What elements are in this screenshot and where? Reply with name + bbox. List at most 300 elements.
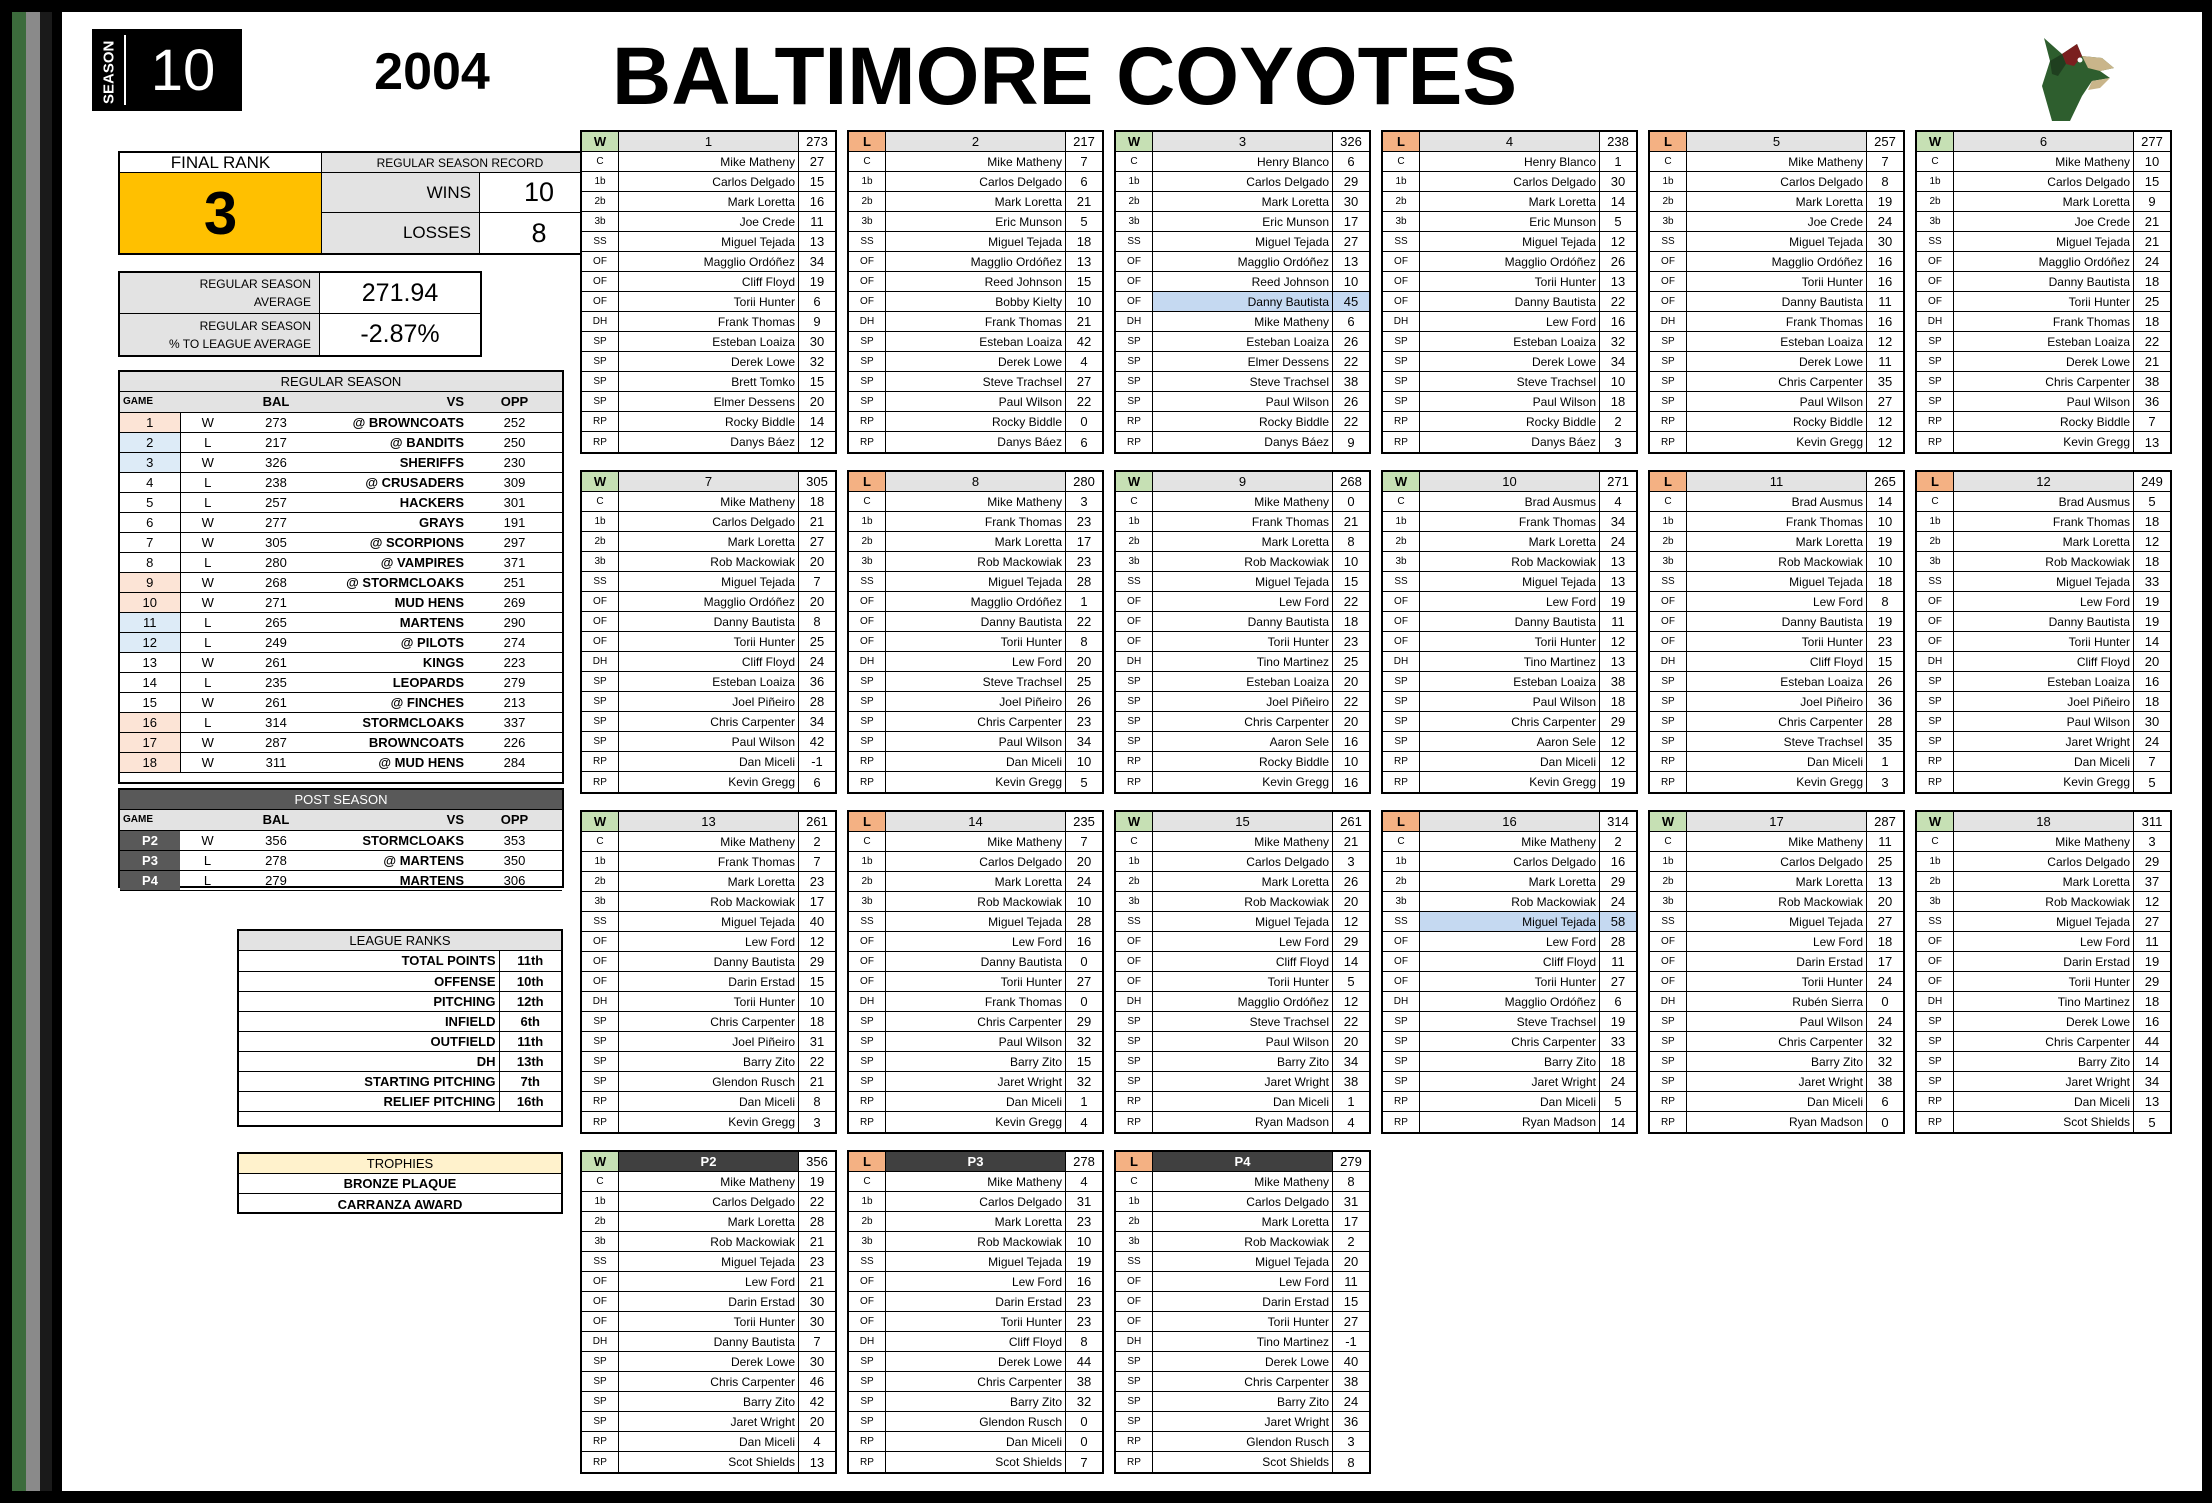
- player-points: 24: [1610, 1074, 1626, 1089]
- league-rank-row: [239, 1051, 561, 1071]
- player-position: OF: [1917, 932, 1954, 951]
- player-points: 27: [1076, 374, 1092, 389]
- player-points: 24: [1877, 214, 1893, 229]
- game-box-header: [1116, 1152, 1369, 1172]
- player-points: 20: [2144, 654, 2160, 669]
- final-rank-label: FINAL RANK: [120, 153, 322, 173]
- player-position: RP: [1383, 412, 1420, 431]
- game-total-score: 356: [806, 1154, 828, 1169]
- player-row: [849, 1372, 1102, 1392]
- player-position: 3b: [1383, 212, 1420, 231]
- game-id: 15: [1153, 812, 1333, 831]
- player-name: Cliff Floyd: [1687, 652, 1867, 671]
- result-cell: W: [180, 512, 235, 532]
- game-result-badge: W: [1917, 132, 1954, 151]
- player-points: 3: [1614, 434, 1622, 450]
- player-points: 17: [1076, 534, 1092, 549]
- league-rank-category: STARTING PITCHING: [239, 1071, 499, 1091]
- player-row: [1650, 332, 1903, 352]
- player-row: [1383, 752, 1636, 772]
- player-points: 17: [1343, 1214, 1359, 1229]
- player-row: [849, 1332, 1102, 1352]
- player-row: [1116, 332, 1369, 352]
- player-position: OF: [1917, 632, 1954, 651]
- game-box-18: [1915, 810, 2172, 1134]
- game-box-16: [1381, 810, 1638, 1134]
- player-row: [1917, 872, 2170, 892]
- player-name: Miguel Tejada: [886, 1252, 1066, 1271]
- player-position: SP: [582, 1412, 619, 1431]
- regular-season-row: [120, 492, 562, 512]
- player-points: 23: [1076, 1294, 1092, 1309]
- player-row: [1116, 1432, 1369, 1452]
- league-rank-category: OFFENSE: [239, 971, 499, 991]
- regular-season-title: REGULAR SEASON: [120, 372, 562, 392]
- player-points: 18: [809, 1014, 825, 1029]
- regular-season-row: [120, 672, 562, 692]
- player-name: Dan Miceli: [619, 752, 799, 771]
- player-points: 12: [1877, 414, 1893, 429]
- player-row: [849, 752, 1102, 772]
- opp-score-cell: 337: [467, 712, 562, 732]
- opponent-cell: KINGS: [317, 652, 467, 672]
- player-row: [1116, 172, 1369, 192]
- player-row: [582, 1352, 835, 1372]
- player-row: [1383, 672, 1636, 692]
- player-points: 18: [2144, 314, 2160, 329]
- player-row: [849, 492, 1102, 512]
- player-points: 20: [1343, 1034, 1359, 1049]
- regular-season-row: [120, 432, 562, 452]
- player-row: [1383, 572, 1636, 592]
- player-position: SP: [1116, 1012, 1153, 1031]
- league-rank-row: [239, 1011, 561, 1031]
- player-position: OF: [1116, 292, 1153, 311]
- player-row: [1650, 652, 1903, 672]
- player-position: SP: [1116, 712, 1153, 731]
- player-name: Miguel Tejada: [1687, 572, 1867, 591]
- player-name: Bobby Kielty: [886, 292, 1066, 311]
- game-box-7: [580, 470, 837, 794]
- player-row: [582, 272, 835, 292]
- player-points: 30: [1877, 234, 1893, 249]
- player-name: Magglio Ordóñez: [619, 592, 799, 611]
- player-position: 3b: [849, 212, 886, 231]
- player-position: 2b: [1650, 532, 1687, 551]
- game-number-cell: 15: [120, 692, 180, 712]
- player-position: RP: [1383, 1092, 1420, 1111]
- player-name: Rob Mackowiak: [1687, 552, 1867, 571]
- player-name: Esteban Loaiza: [1153, 672, 1333, 691]
- player-row: [1116, 1332, 1369, 1352]
- game-result-badge: W: [1116, 132, 1153, 151]
- player-points: 6: [813, 294, 821, 309]
- player-points: 8: [1347, 1454, 1355, 1470]
- player-points: 29: [809, 954, 825, 969]
- player-name: Carlos Delgado: [1687, 852, 1867, 871]
- player-position: OF: [849, 632, 886, 651]
- player-position: RP: [1917, 432, 1954, 452]
- player-name: Danny Bautista: [1954, 272, 2134, 291]
- player-row: [849, 432, 1102, 452]
- player-points: 16: [1343, 734, 1359, 749]
- player-row: [1650, 972, 1903, 992]
- league-rank-row: [239, 1071, 561, 1091]
- player-name: Magglio Ordóñez: [886, 592, 1066, 611]
- game-number-cell: P3: [120, 850, 180, 870]
- player-points: 31: [1076, 1194, 1092, 1209]
- player-row: [849, 512, 1102, 532]
- player-row: [1383, 732, 1636, 752]
- game-result-badge: L: [1116, 1152, 1153, 1171]
- player-position: SP: [1116, 1412, 1153, 1431]
- player-position: SP: [1383, 1032, 1420, 1051]
- player-position: SP: [849, 1052, 886, 1071]
- coyote-logo-icon: [2022, 26, 2122, 126]
- player-points: 5: [2148, 494, 2156, 509]
- player-points: 21: [2144, 234, 2160, 249]
- player-position: 3b: [1116, 552, 1153, 571]
- bal-score-cell: 238: [235, 472, 317, 492]
- player-position: 1b: [849, 1192, 886, 1211]
- player-position: C: [1650, 492, 1687, 511]
- player-points: 16: [1076, 934, 1092, 949]
- average-panel: [118, 271, 482, 357]
- player-position: SS: [582, 572, 619, 591]
- player-name: Tino Martinez: [1954, 992, 2134, 1011]
- player-name: Darin Erstad: [619, 972, 799, 991]
- player-row: [1917, 1092, 2170, 1112]
- player-points: 29: [1343, 934, 1359, 949]
- player-name: Miguel Tejada: [886, 232, 1066, 251]
- player-row: [849, 912, 1102, 932]
- player-name: Rob Mackowiak: [886, 1232, 1066, 1251]
- player-name: Lew Ford: [886, 652, 1066, 671]
- player-row: [582, 692, 835, 712]
- player-points: 7: [1881, 154, 1889, 169]
- player-points: 25: [2144, 294, 2160, 309]
- player-name: Frank Thomas: [1153, 512, 1333, 531]
- side-stripe-dark: [40, 12, 52, 1491]
- player-row: [1917, 492, 2170, 512]
- player-name: Joel Piñeiro: [619, 1032, 799, 1051]
- player-position: RP: [1116, 772, 1153, 792]
- player-row: [582, 712, 835, 732]
- player-name: Miguel Tejada: [619, 912, 799, 931]
- player-name: Rocky Biddle: [619, 412, 799, 431]
- player-name: Rocky Biddle: [886, 412, 1066, 431]
- game-box-15: [1114, 810, 1371, 1134]
- player-points: 38: [1343, 1374, 1359, 1389]
- player-name: Mark Loretta: [619, 872, 799, 891]
- player-name: Kevin Gregg: [1954, 772, 2134, 792]
- player-position: OF: [1116, 1272, 1153, 1291]
- player-row: [1116, 232, 1369, 252]
- player-position: OF: [1116, 632, 1153, 651]
- post-season-header-cell: [180, 810, 235, 830]
- game-result-badge: L: [849, 472, 886, 491]
- player-row: [582, 232, 835, 252]
- player-name: Rubén Sierra: [1687, 992, 1867, 1011]
- player-row: [1383, 1092, 1636, 1112]
- player-position: C: [582, 1172, 619, 1191]
- player-row: [1116, 192, 1369, 212]
- player-row: [849, 1272, 1102, 1292]
- player-row: [1383, 1112, 1636, 1132]
- game-number-cell: 9: [120, 572, 180, 592]
- game-box-header: [1116, 132, 1369, 152]
- season-label: SEASON: [100, 40, 118, 104]
- game-box-3: [1114, 130, 1371, 454]
- player-position: OF: [582, 952, 619, 971]
- player-position: C: [1116, 832, 1153, 851]
- result-cell: L: [180, 492, 235, 512]
- player-row: [1383, 332, 1636, 352]
- player-row: [1116, 1412, 1369, 1432]
- game-box-header: [582, 812, 835, 832]
- opp-score-cell: 223: [467, 652, 562, 672]
- player-row: [1650, 172, 1903, 192]
- player-row: [582, 1432, 835, 1452]
- player-row: [849, 312, 1102, 332]
- player-row: [1383, 372, 1636, 392]
- player-name: Ryan Madson: [1153, 1112, 1333, 1132]
- player-name: Torii Hunter: [1153, 1312, 1333, 1331]
- player-row: [582, 1252, 835, 1272]
- player-row: [1650, 912, 1903, 932]
- player-name: Mark Loretta: [1420, 872, 1600, 891]
- player-row: [1116, 492, 1369, 512]
- player-row: [582, 832, 835, 852]
- player-position: OF: [582, 932, 619, 951]
- player-points: 32: [1076, 1034, 1092, 1049]
- player-name: Torii Hunter: [1153, 972, 1333, 991]
- player-row: [849, 1412, 1102, 1432]
- player-position: 2b: [1917, 872, 1954, 891]
- player-row: [1116, 1452, 1369, 1472]
- team-name: BALTIMORE COYOTES: [612, 31, 1518, 122]
- player-points: 23: [1877, 634, 1893, 649]
- player-position: RP: [1650, 432, 1687, 452]
- player-points: 13: [1610, 274, 1626, 289]
- player-name: Paul Wilson: [886, 1032, 1066, 1051]
- player-row: [1917, 272, 2170, 292]
- player-row: [582, 1172, 835, 1192]
- player-position: C: [1116, 1172, 1153, 1191]
- league-rank-category: OUTFIELD: [239, 1031, 499, 1051]
- player-row: [849, 1352, 1102, 1372]
- game-box-p2: [580, 1150, 837, 1474]
- player-points: 20: [1343, 1254, 1359, 1269]
- average-label: [120, 273, 320, 314]
- player-position: DH: [1650, 652, 1687, 671]
- post-season-row: [120, 870, 562, 890]
- opp-score-cell: 274: [467, 632, 562, 652]
- player-position: DH: [849, 652, 886, 671]
- player-name: Rocky Biddle: [1954, 412, 2134, 431]
- player-name: Frank Thomas: [886, 992, 1066, 1011]
- player-row: [849, 612, 1102, 632]
- game-result-badge: W: [1383, 472, 1420, 491]
- opponent-cell: MUD HENS: [317, 592, 467, 612]
- player-position: 3b: [1650, 212, 1687, 231]
- player-position: 3b: [1383, 892, 1420, 911]
- player-points: 25: [1877, 854, 1893, 869]
- player-row: [1650, 192, 1903, 212]
- player-position: OF: [849, 292, 886, 311]
- player-points: 6: [1347, 314, 1355, 329]
- opp-score-cell: 284: [467, 752, 562, 772]
- regular-season-header-cell: VS: [317, 392, 467, 412]
- player-position: OF: [1650, 252, 1687, 271]
- player-points: 6: [1347, 154, 1355, 169]
- player-points: 16: [1877, 254, 1893, 269]
- player-points: 16: [2144, 1014, 2160, 1029]
- player-position: C: [582, 152, 619, 171]
- player-row: [582, 352, 835, 372]
- player-position: RP: [1116, 1432, 1153, 1451]
- opponent-cell: GRAYS: [317, 512, 467, 532]
- player-points: 32: [1877, 1034, 1893, 1049]
- player-name: Mark Loretta: [1153, 532, 1333, 551]
- player-points: 30: [809, 1354, 825, 1369]
- player-points: 14: [1610, 1114, 1626, 1130]
- player-position: 3b: [1917, 552, 1954, 571]
- player-name: Henry Blanco: [1153, 152, 1333, 171]
- game-box-header: [1116, 812, 1369, 832]
- player-points: 0: [1080, 1434, 1088, 1449]
- opp-score-cell: 279: [467, 672, 562, 692]
- player-row: [582, 1312, 835, 1332]
- game-total-score: 311: [2141, 814, 2163, 829]
- player-row: [1383, 992, 1636, 1012]
- player-position: SP: [1116, 1032, 1153, 1051]
- player-position: RP: [582, 1092, 619, 1111]
- player-name: Lew Ford: [1153, 592, 1333, 611]
- player-name: Magglio Ordóñez: [619, 252, 799, 271]
- average-value: 271.94: [320, 273, 480, 314]
- player-points: 11: [810, 214, 824, 229]
- player-position: OF: [1116, 252, 1153, 271]
- player-row: [1650, 272, 1903, 292]
- player-name: Chris Carpenter: [1153, 1372, 1333, 1391]
- player-points: 22: [2144, 334, 2160, 349]
- player-position: 2b: [849, 1212, 886, 1231]
- player-points: 20: [1343, 714, 1359, 729]
- game-result-badge: L: [849, 132, 886, 151]
- player-points: 15: [1343, 574, 1359, 589]
- player-points: 15: [809, 374, 825, 389]
- post-season-title: POST SEASON: [120, 790, 562, 810]
- player-row: [1917, 612, 2170, 632]
- player-name: Derek Lowe: [886, 352, 1066, 371]
- player-row: [1116, 892, 1369, 912]
- player-name: Mark Loretta: [1153, 192, 1333, 211]
- player-points: 18: [2144, 994, 2160, 1009]
- player-points: 23: [1076, 514, 1092, 529]
- player-points: 11: [1611, 614, 1625, 629]
- player-points: 21: [1343, 834, 1359, 849]
- player-points: 0: [1347, 494, 1355, 509]
- player-points: 44: [2144, 1034, 2160, 1049]
- player-name: Mike Matheny: [1687, 832, 1867, 851]
- player-points: 27: [809, 154, 825, 169]
- player-position: 2b: [1116, 192, 1153, 211]
- player-row: [849, 652, 1102, 672]
- game-box-10: [1381, 470, 1638, 794]
- player-row: [849, 572, 1102, 592]
- player-position: RP: [1650, 1112, 1687, 1132]
- player-row: [1650, 692, 1903, 712]
- player-points: 4: [1347, 1114, 1355, 1130]
- player-position: 1b: [1650, 172, 1687, 191]
- player-name: Miguel Tejada: [1687, 232, 1867, 251]
- player-row: [1116, 272, 1369, 292]
- player-name: Glendon Rusch: [1153, 1432, 1333, 1451]
- player-name: Joe Crede: [619, 212, 799, 231]
- game-box-13: [580, 810, 837, 1134]
- player-position: OF: [582, 1292, 619, 1311]
- player-position: SP: [849, 1352, 886, 1371]
- player-points: 22: [1343, 594, 1359, 609]
- player-name: Mark Loretta: [886, 872, 1066, 891]
- player-position: 1b: [1383, 512, 1420, 531]
- player-position: SP: [1917, 332, 1954, 351]
- player-row: [582, 972, 835, 992]
- player-row: [849, 632, 1102, 652]
- player-points: 35: [1877, 374, 1893, 389]
- player-position: 1b: [1116, 1192, 1153, 1211]
- post-season-header-cell: OPP: [467, 810, 562, 830]
- player-points: 8: [1080, 1334, 1088, 1349]
- opponent-cell: @ BANDITS: [317, 432, 467, 452]
- player-points: 9: [813, 314, 821, 329]
- player-points: 32: [1610, 334, 1626, 349]
- game-box-6: [1915, 130, 2172, 454]
- player-position: SP: [1917, 1032, 1954, 1051]
- player-points: 26: [1343, 394, 1359, 409]
- player-position: SS: [1650, 232, 1687, 251]
- opponent-cell: STORMCLOAKS: [317, 830, 467, 850]
- player-row: [1116, 412, 1369, 432]
- player-points: 19: [1877, 194, 1893, 209]
- player-points: 15: [809, 174, 825, 189]
- player-points: 19: [1877, 614, 1893, 629]
- player-position: SP: [1383, 352, 1420, 371]
- game-box-header: [582, 1152, 835, 1172]
- player-name: Esteban Loaiza: [1420, 332, 1600, 351]
- player-name: Lew Ford: [1420, 592, 1600, 611]
- player-name: Brad Ausmus: [1954, 492, 2134, 511]
- player-row: [849, 212, 1102, 232]
- player-row: [1116, 672, 1369, 692]
- regular-season-row: [120, 412, 562, 432]
- post-season-table: [118, 788, 564, 888]
- player-name: Jaret Wright: [619, 1412, 799, 1431]
- player-row: [849, 872, 1102, 892]
- player-row: [849, 272, 1102, 292]
- player-position: SP: [1650, 732, 1687, 751]
- player-row: [849, 852, 1102, 872]
- game-number-cell: 16: [120, 712, 180, 732]
- player-row: [1116, 252, 1369, 272]
- game-total-score: 273: [806, 134, 828, 149]
- player-row: [1650, 372, 1903, 392]
- bal-score-cell: 287: [235, 732, 317, 752]
- player-name: Mike Matheny: [886, 1172, 1066, 1191]
- player-position: OF: [1383, 972, 1420, 991]
- player-points: 0: [1080, 954, 1088, 969]
